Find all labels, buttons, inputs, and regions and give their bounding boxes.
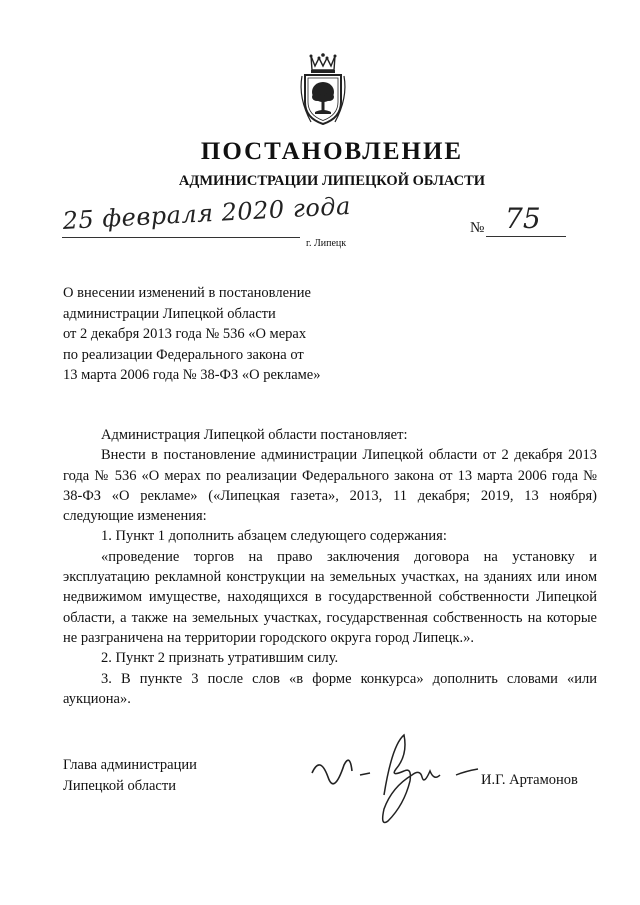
- handwritten-signature: [300, 725, 480, 825]
- subject-line: администрации Липецкой области: [63, 305, 276, 322]
- body-paragraph: Администрация Липецкой области постановляет:: [101, 427, 408, 443]
- signatory-role-line: Липецкой области: [63, 777, 176, 794]
- signatory-role-line: Глава администрации: [63, 757, 197, 773]
- body-paragraph: «проведение торгов на право заключения договора на установку и эксплуатацию рекламной конструкции на земельных участках, на зданиях или ином недвижимом имуществе, находящихся в государственной собственности Липецкой области, а также на земельных участках, государственная собственность на которые не разграничена на территории городского округа город Липецк.».: [63, 548, 597, 646]
- body-paragraph: 1. Пункт 1 дополнить абзацем следующего содержания:: [101, 528, 447, 545]
- subject-line: от 2 декабря 2013 года № 536 «О мерах: [63, 326, 307, 342]
- subject-line: 13 марта 2006 года № 38-ФЗ «О рекламе»: [63, 367, 321, 383]
- handwritten-date: 25 февраля 2020 года: [62, 191, 352, 235]
- coat-of-arms-emblem: [297, 52, 349, 128]
- body-paragraph: 2. Пункт 2 признать утратившим силу.: [101, 650, 339, 667]
- number-sign: №: [470, 220, 485, 236]
- date-underline: [62, 237, 300, 238]
- city-label: г. Липецк: [306, 238, 347, 249]
- handwritten-number: 75: [505, 202, 541, 235]
- issuing-authority: АДМИНИСТРАЦИИ ЛИПЕЦКОЙ ОБЛАСТИ: [178, 173, 486, 189]
- subject-line: О внесении изменений в постановление: [63, 285, 311, 301]
- document-subject: [63, 283, 321, 386]
- signatory-role: [63, 755, 197, 796]
- body-paragraph: 3. В пункте 3 после слов «в форме конкурса» дополнить словами «или аукциона».: [63, 670, 597, 707]
- signatory-name: И.Г. Артамонов: [481, 772, 578, 788]
- subject-line: по реализации Федерального закона от: [63, 346, 304, 363]
- document-title: ПОСТАНОВЛЕНИЕ: [200, 138, 464, 165]
- document-body: [63, 425, 597, 709]
- number-underline: [486, 236, 566, 237]
- body-paragraph: Внести в постановление администрации Липецкой области от 2 декабря 2013 года № 536 «О мерах по реализации Федерального закона от 13 марта 2006 года № 38-ФЗ «О рекламе» («Липецкая газета», 2013, 11 декабря; 2019, 13 ноября) следующие изменения:: [63, 447, 597, 525]
